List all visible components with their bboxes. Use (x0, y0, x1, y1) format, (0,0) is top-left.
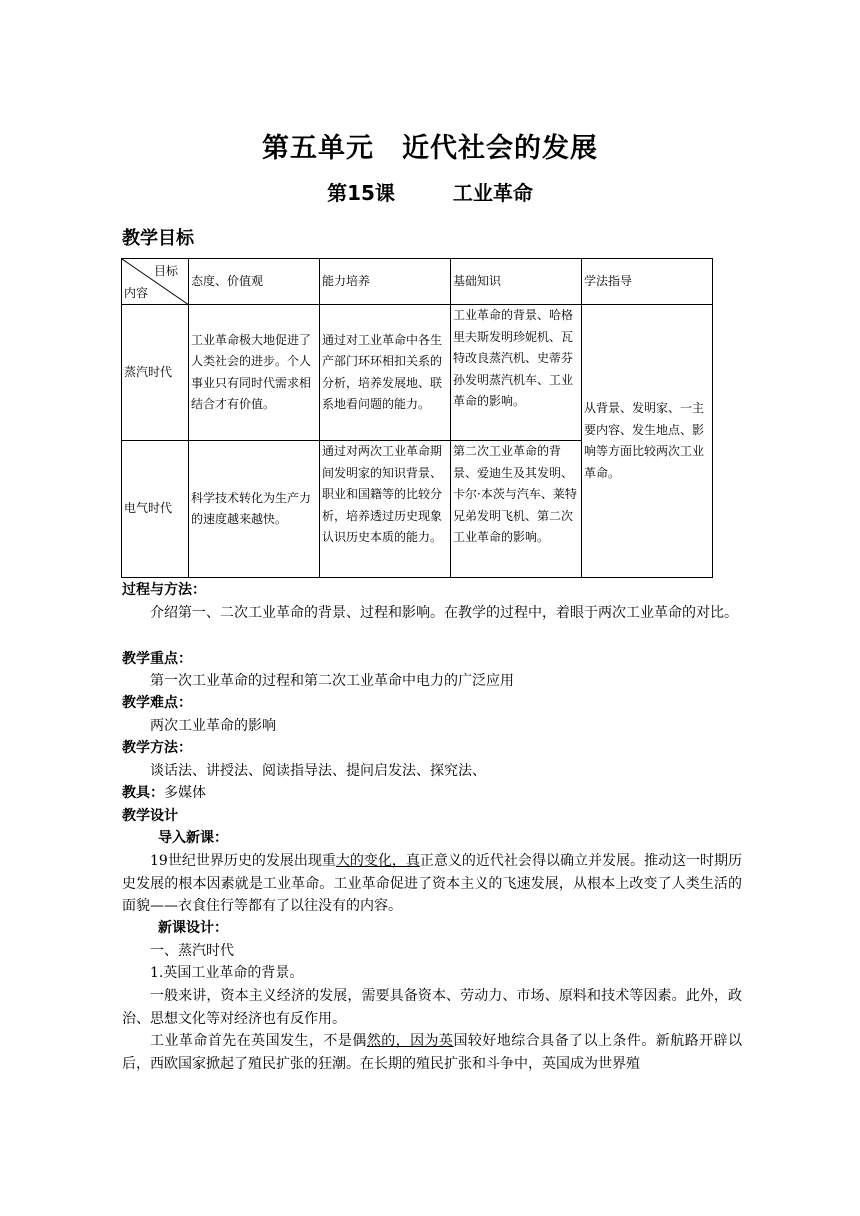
diagonal-corner-cell (122, 259, 189, 305)
table-cell: 第二次工业革命的背景、爱迪生及其发明、卡尔·本茨与汽车、莱特兄弟发明飞机、第二次工业革命的影响。 (451, 441, 582, 578)
column-header: 态度、价值观 (189, 259, 320, 305)
intro-paragraph (122, 850, 742, 918)
lesson-title (0, 177, 860, 206)
table-header-row (122, 259, 713, 305)
row-name: 蒸汽时代 (122, 305, 189, 441)
britain-paragraph (122, 1030, 742, 1075)
britain-text-a: 工业革命首先在英国发生，不是偶 (150, 1033, 367, 1049)
column-header: 基础知识 (451, 259, 582, 305)
table-cell: 工业革命的背景、哈格里夫斯发明珍妮机、瓦特改良蒸汽机、史蒂芬孙发明蒸汽机车、工业革命的影响。 (451, 305, 582, 441)
row-name: 电气时代 (122, 441, 189, 578)
section-heading: 一、蒸汽时代 (150, 943, 234, 959)
method-cell: 从背景、发明家、一主要内容、发生地点、影响等方面比较两次工业革命。 (582, 305, 713, 578)
corner-label-content: 内容 (124, 286, 149, 300)
process-heading: 过程与方法： (122, 582, 206, 598)
table-cell: 通过对工业革命中各生产部门环环相扣关系的分析，培养发展地、联系地看问题的能力。 (320, 305, 451, 441)
tools-body: 多媒体 (164, 785, 206, 801)
intro-heading: 导入新课： (158, 830, 228, 846)
difficulties-heading: 教学难点： (122, 695, 192, 711)
methods-heading: 教学方法： (122, 740, 192, 756)
unit-title-number: 第五单元 (262, 133, 374, 164)
process-body: 介绍第一、二次工业革命的背景、过程和影响。在教学的过程中，着眼于两次工业革命的对比。 (150, 605, 738, 621)
column-header: 能力培养 (320, 259, 451, 305)
tools-heading: 教具： (122, 785, 164, 801)
goals-heading: 教学目标 (122, 228, 194, 249)
column-header: 学法指导 (582, 259, 713, 305)
difficulties-body: 两次工业革命的影响 (150, 718, 276, 734)
intro-text-underlined: 大的变化，真 (335, 853, 420, 869)
britain-text-b: 国较好地综合具备了以上条件。新航路开辟以后，西欧国家掀起了殖民扩张的狂潮。在长期的殖民扩张和斗争中，英国成为世界殖 (122, 1033, 743, 1072)
intro-text-a: 19世纪世界历史的发展出现重 (150, 853, 336, 869)
key-points-body: 第一次工业革命的过程和第二次工业革命中电力的广泛应用 (150, 673, 514, 689)
subsection-heading: 1.英国工业革命的背景。 (150, 965, 304, 981)
unit-title-name: 近代社会的发展 (402, 133, 598, 164)
lesson-number: 第15课 (327, 181, 395, 205)
intro-text-b: 正意义的近代社会得以确立并发展。推动这一时期历史发展的根本因素就是工业革命。工业革命促进了资本主义的飞速发展，从根本上改变了人类生活的面貌——衣食住行等都有了以往没有的内容。 (122, 853, 742, 914)
table-cell: 科学技术转化为生产力的速度越来越快。 (189, 441, 320, 578)
table-row (122, 305, 713, 441)
table-cell: 通过对两次工业革命期间发明家的知识背景、职业和国籍等的比较分析，培养透过历史现象认识历史本质的能力。 (320, 441, 451, 578)
methods-body: 谈话法、讲授法、阅读指导法、提问启发法、探究法、 (150, 763, 486, 779)
objectives-table (121, 258, 713, 578)
corner-label-goal: 目标 (153, 264, 178, 278)
new-lesson-heading: 新课设计： (158, 920, 228, 936)
background-paragraph: 一般来讲，资本主义经济的发展，需要具备资本、劳动力、市场、原料和技术等因素。此外，政治、思想文化等对经济也有反作用。 (122, 988, 742, 1027)
lesson-name: 工业革命 (452, 181, 533, 205)
unit-title (0, 126, 860, 165)
britain-text-underlined: 然的，因为英 (366, 1033, 454, 1049)
table-cell: 工业革命极大地促进了人类社会的进步。个人事业只有同时代需求相结合才有价值。 (189, 305, 320, 441)
key-points-heading: 教学重点： (122, 651, 192, 667)
design-heading: 教学设计 (122, 808, 178, 824)
tools-line (122, 782, 742, 805)
